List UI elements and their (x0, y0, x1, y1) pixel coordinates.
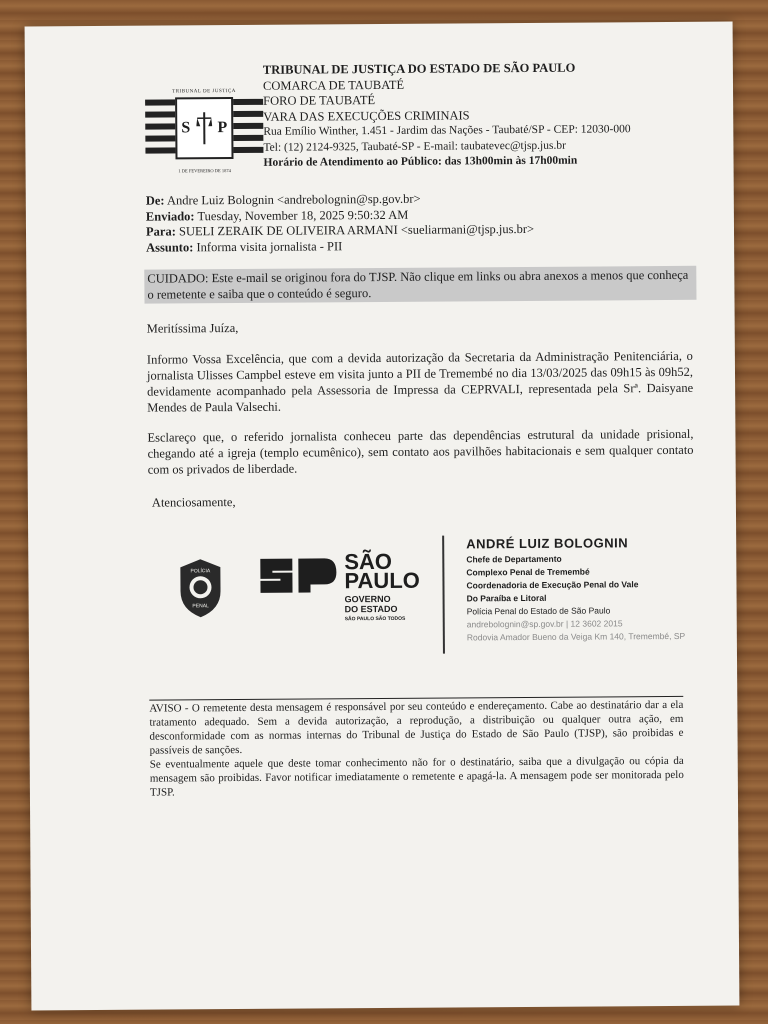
signer-role-3: Coordenadoria de Execução Penal do Vale (466, 579, 639, 591)
court-name: TRIBUNAL DE JUSTIÇA DO ESTADO DE SÃO PAULO (262, 60, 576, 77)
closing: Atenciosamente, (151, 495, 236, 510)
email-metadata (146, 190, 686, 256)
sp-gov-line1: GOVERNO (344, 593, 391, 605)
from-value: Andre Luiz Bolognin <andrebolognin@sp.gov.br> (166, 191, 421, 208)
body-paragraph-1: Informo Vossa Excelência, que com a devida autorização da Secretaria da Administração Penitenciária, o jornalista Ulisses Campbel esteve em visita junto a PII de Tremembé no dia 13/03/2025 das 09h15 às 09h52, devidamente acompanhado pela Assessoria de Impressa da CEPRVALI, representada pela Srª. Daisyane Mendes de Paula Valsechi. (146, 348, 694, 415)
subject-value: Informa visita jornalista - PII (196, 238, 343, 254)
sp-mark-icon (258, 552, 338, 597)
notice-paragraph-1: AVISO - O remetente desta mensagem é responsável por seu conteúdo e endereçamento. Cabe ao destinatário dar a ela tratamento adequado. Sem a devida autorização, a reprodução, a distribuição ou qualquer outra ação, em desconformidade com as normas internas do Tribunal de Justiça do Estado de São Paulo (TJSP), são proibidas e passíveis de sanções. (149, 698, 684, 757)
to-value: SUELI ZERAIK DE OLIVEIRA ARMANI <sueliarmani@tjsp.jus.br> (178, 221, 535, 239)
foro-line: FORO DE TAUBATÉ (263, 93, 376, 108)
crest-shield (175, 97, 233, 159)
printed-document (25, 22, 740, 1011)
sp-government (345, 594, 398, 614)
badge-top-text: POLÍCIA (190, 568, 211, 575)
signer-address: Rodovia Amador Bueno da Veiga Km 140, Tremembé, SP (466, 630, 686, 643)
from-label: De: (145, 193, 165, 208)
sp-name-line2: PAULO (344, 567, 420, 594)
to-label: Para: (145, 224, 176, 239)
signer-contact: andrebolognin@sp.gov.br | 12 3602 2015 (466, 618, 623, 630)
vara-line: VARA DAS EXECUÇÕES CRIMINAIS (263, 107, 470, 124)
sp-gov-line2: DO ESTADO (344, 603, 398, 615)
signer-role-2: Complexo Penal de Tremembé (466, 566, 590, 578)
crest-bottom-text: 1 DE FEVEREIRO DE 1874 (178, 168, 231, 174)
badge-bottom-text: PENAL (192, 603, 209, 610)
policia-penal-badge-icon (176, 557, 224, 619)
signer-org: Polícia Penal do Estado de São Paulo (466, 605, 611, 617)
notice-paragraph-2: Se eventualmente aquele que deste tomar conhecimento não for o destinatário, saiba que a divulgação ou cópia da mensagem são proibidas. Favor notificar imediatamente o remetente e apagá-la. A mensagem pode ser monitorada pelo TJSP. (149, 754, 684, 799)
sp-tagline: SÃO PAULO SÃO TODOS (344, 615, 406, 623)
body-paragraph-2: Esclareço que, o referido jornalista conheceu parte das dependências estrutural da unidade prisional, chegando até a igreja (templo ecumênico), sem contato aos pavilhões habitacionais e sem qualquer contato com os privados de liberdade. (147, 426, 694, 477)
warning-label: CUIDADO: (147, 271, 209, 286)
sp-name-line1: SÃO (344, 548, 393, 575)
sp-name (344, 548, 420, 594)
legal-notice (149, 698, 684, 800)
signature-divider (442, 536, 445, 654)
court-address: Rua Emílio Winther, 1.451 - Jardim das Nações - Taubaté/SP - CEP: 12030-000 (263, 123, 631, 138)
crest-left-letter: S (181, 119, 191, 137)
crest-right-letter: P (217, 119, 228, 137)
signer-role-4: Do Paraíba e Litoral (466, 592, 547, 604)
sent-value: Tuesday, November 18, 2025 9:50:32 AM (197, 207, 409, 223)
comarca-line: COMARCA DE TAUBATÉ (262, 77, 405, 93)
crest-top-text: TRIBUNAL DE JUSTIÇA (172, 89, 236, 95)
sent-label: Enviado: (145, 208, 195, 224)
salutation: Meritíssima Juíza, (146, 320, 239, 336)
signer-role-1: Chefe de Departamento (466, 553, 562, 565)
court-hours: Horário de Atendimento ao Público: das 13h00min às 17h00min (263, 154, 578, 169)
tjsp-crest-logo (145, 89, 264, 174)
court-header (263, 60, 704, 172)
signature-block (466, 534, 727, 645)
sp-government-logo (258, 548, 429, 637)
court-contact: Tel: (12) 2124-9325, Taubaté-SP - E-mail: taubatevec@tjsp.jus.br (263, 139, 566, 154)
scales-icon (196, 110, 212, 146)
external-email-warning (144, 266, 696, 304)
subject-row (146, 236, 686, 255)
warning-text: Este e-mail se originou fora do TJSP. Não clique em links ou abra anexos a menos que conheça o remetente e saiba que o conteúdo é seguro. (147, 267, 689, 302)
signer-name: ANDRÉ LUIZ BOLOGNIN (466, 535, 629, 552)
subject-label: Assunto: (146, 239, 194, 255)
